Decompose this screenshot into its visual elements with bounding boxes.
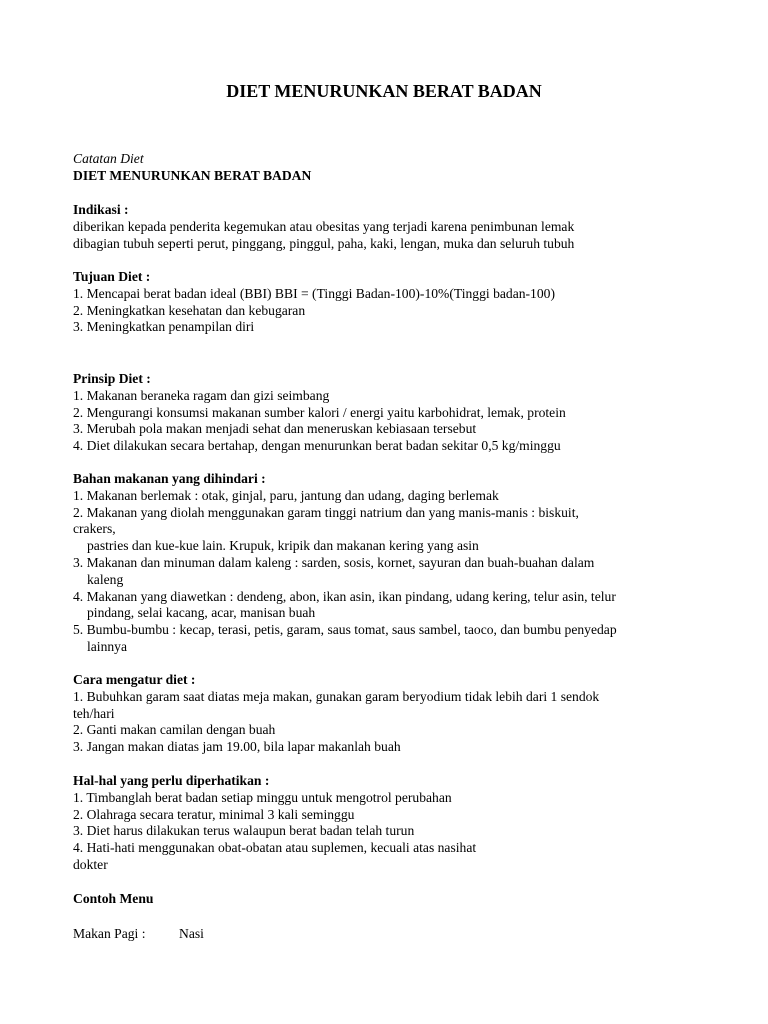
note-label: Catatan Diet	[73, 151, 144, 166]
prinsip-item: 4. Diet dilakukan secara bertahap, dengan menurunkan berat badan sekitar 0,5 kg/minggu	[73, 438, 561, 454]
menu-row	[73, 926, 703, 943]
perhatian-section	[73, 773, 703, 874]
dihindari-line: 5. Bumbu-bumbu : kecap, terasi, petis, garam, saus tomat, saus sambel, taoco, dan bumbu penyedap	[73, 622, 617, 638]
cara-line: 1. Bubuhkan garam saat diatas meja makan, gunakan garam beryodium tidak lebih dari 1 sendok	[73, 688, 600, 704]
dihindari-line: 1. Makanan berlemak : otak, ginjal, paru, jantung dan udang, daging berlemak	[73, 487, 499, 503]
note-heading: DIET MENURUNKAN BERAT BADAN	[73, 167, 312, 183]
cara-line: 2. Ganti makan camilan dengan buah	[73, 722, 276, 738]
dihindari-heading: Bahan makanan yang dihindari :	[73, 471, 266, 486]
menu-row-label: Makan Pagi :	[73, 926, 146, 941]
dihindari-line: 3. Makanan dan minuman dalam kaleng : sarden, sosis, kornet, sayuran dan buah-buahan dalam	[73, 554, 595, 570]
cara-section	[73, 672, 703, 756]
tujuan-section	[73, 269, 703, 336]
perhatian-line: dokter	[73, 856, 108, 872]
dihindari-line: lainnya	[87, 638, 128, 654]
tujuan-item: 2. Meningkatkan kesehatan dan kebugaran	[73, 302, 306, 318]
cara-heading: Cara mengatur diet :	[73, 672, 196, 687]
prinsip-heading: Prinsip Diet :	[73, 371, 151, 386]
prinsip-item: 3. Merubah pola makan menjadi sehat dan meneruskan kebiasaan tersebut	[73, 421, 477, 437]
perhatian-line: 3. Diet harus dilakukan terus walaupun berat badan telah turun	[73, 823, 415, 839]
menu-row-value: Nasi	[179, 926, 204, 941]
indikasi-line: dibagian tubuh seperti perut, pinggang, pinggul, paha, kaki, lengan, muka dan seluruh tubuh	[73, 235, 575, 251]
dihindari-line: pastries dan kue-kue lain. Krupuk, kripik dan makanan kering yang asin	[87, 538, 479, 554]
prinsip-item: 2. Mengurangi konsumsi makanan sumber kalori / energi yaitu karbohidrat, lemak, protein	[73, 404, 566, 420]
indikasi-heading: Indikasi :	[73, 202, 129, 217]
cara-line: teh/hari	[73, 705, 115, 721]
menu-section	[73, 891, 703, 908]
menu-heading: Contoh Menu	[73, 891, 154, 906]
tujuan-heading: Tujuan Diet :	[73, 269, 151, 284]
dihindari-line: 2. Makanan yang diolah menggunakan garam tinggi natrium dan yang manis-manis : biskuit,	[73, 504, 579, 520]
perhatian-line: 1. Timbanglah berat badan setiap minggu untuk mengotrol perubahan	[73, 789, 452, 805]
tujuan-item: 3. Meningkatkan penampilan diri	[73, 319, 255, 335]
perhatian-line: 2. Olahraga secara teratur, minimal 3 kali seminggu	[73, 806, 355, 822]
prinsip-item: 1. Makanan beraneka ragam dan gizi seimbang	[73, 387, 330, 403]
document-title: DIET MENURUNKAN BERAT BADAN	[226, 81, 542, 101]
dihindari-line: kaleng	[87, 571, 124, 587]
dihindari-section	[73, 471, 703, 656]
perhatian-line: 4. Hati-hati menggunakan obat-obatan atau suplemen, kecuali atas nasihat	[73, 840, 477, 856]
tujuan-item: 1. Mencapai berat badan ideal (BBI) BBI = (Tinggi Badan-100)-10%(Tinggi badan-100)	[73, 285, 555, 301]
perhatian-heading: Hal-hal yang perlu diperhatikan :	[73, 773, 270, 788]
dihindari-line: 4. Makanan yang diawetkan : dendeng, abon, ikan asin, ikan pindang, udang kering, telur asin, telur	[73, 588, 616, 604]
prinsip-section	[73, 371, 703, 455]
cara-line: 3. Jangan makan diatas jam 19.00, bila lapar makanlah buah	[73, 739, 401, 755]
dihindari-line: pindang, selai kacang, acar, manisan buah	[87, 605, 316, 621]
dihindari-line: crakers,	[73, 521, 116, 537]
indikasi-line: diberikan kepada penderita kegemukan atau obesitas yang terjadi karena penimbunan lemak	[73, 218, 575, 234]
note-section	[73, 151, 703, 185]
indikasi-section	[73, 202, 703, 252]
